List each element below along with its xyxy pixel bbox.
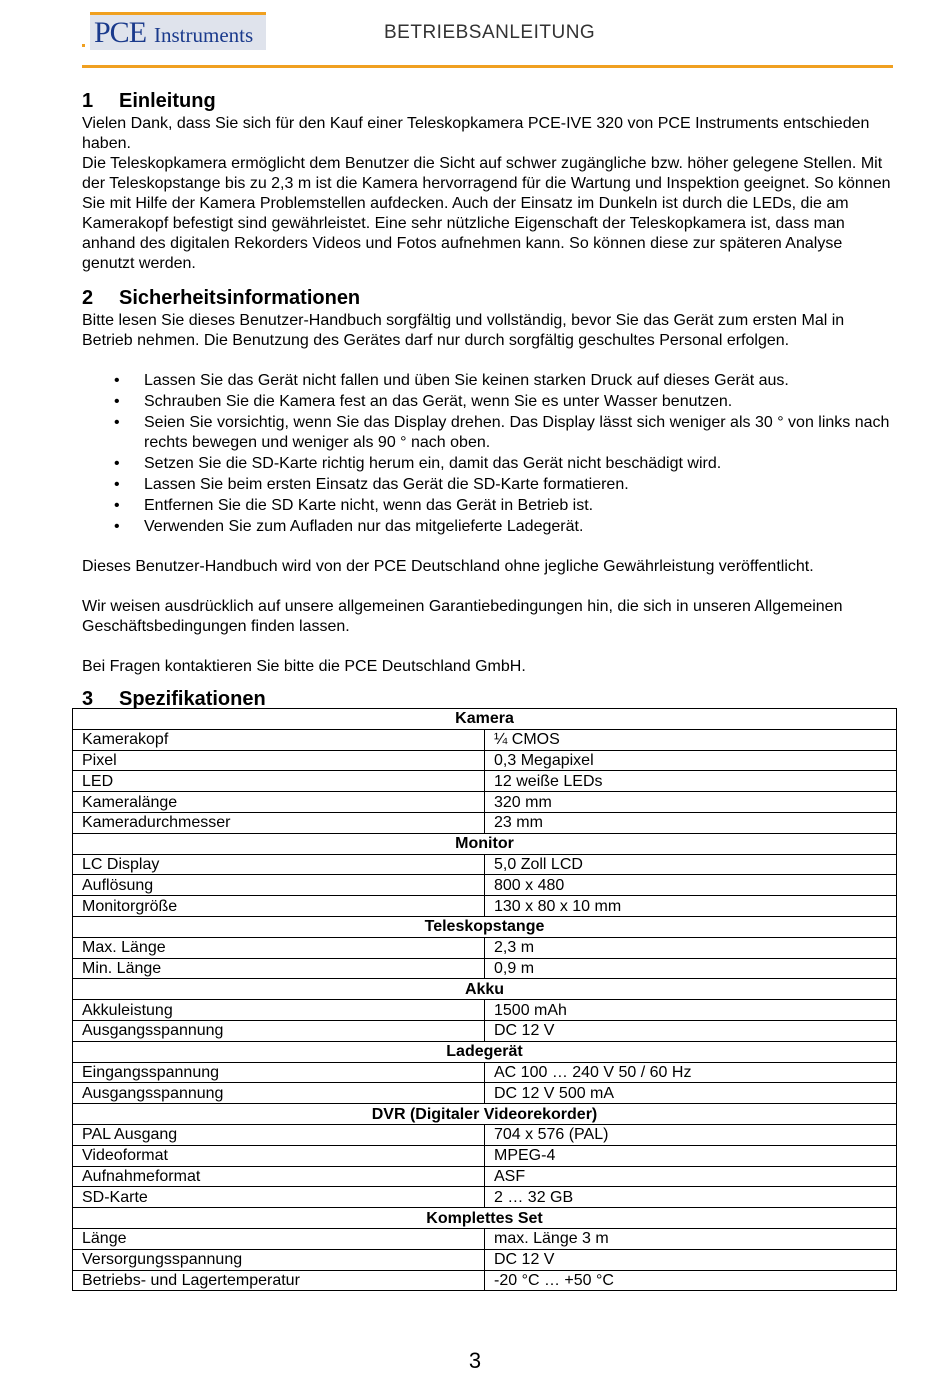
safety-intro: Bitte lesen Sie dieses Benutzer-Handbuch sorgfältig und vollständig, bevor Sie das Gerät zum ersten Mal in Betrieb nehmen. Die Benutzung des Gerätes darf nur durch sorgfältig geschultes Personal erfolgen. bbox=[82, 312, 845, 349]
table-section-row bbox=[73, 1104, 897, 1125]
page-number: 3 bbox=[468, 1348, 482, 1373]
table-row bbox=[73, 729, 897, 750]
table-row bbox=[73, 1124, 897, 1145]
spec-value-cell: MPEG-4 bbox=[485, 1145, 897, 1166]
spec-label-cell: Akkuleistung bbox=[73, 1000, 485, 1021]
document-title: BETRIEBSANLEITUNG bbox=[384, 22, 596, 43]
table-row bbox=[73, 1062, 897, 1083]
table-row bbox=[73, 1249, 897, 1270]
list-item: • Seien Sie vorsichtig, wenn Sie das Display drehen. Das Display lässt sich weniger als 30 ° von links nach rechts bewegen und weniger als 90 ° nach oben. bbox=[82, 413, 894, 455]
table-section-row bbox=[73, 979, 897, 1000]
spec-label-cell: Max. Länge bbox=[73, 937, 485, 958]
spec-value-cell: max. Länge 3 m bbox=[485, 1228, 897, 1249]
spec-label-cell: LC Display bbox=[73, 854, 485, 875]
table-row bbox=[73, 750, 897, 771]
table-row bbox=[73, 1083, 897, 1104]
table-section-row bbox=[73, 1041, 897, 1062]
table-row bbox=[73, 958, 897, 979]
spec-label-cell: Eingangsspannung bbox=[73, 1062, 485, 1083]
spec-value-cell: 2,3 m bbox=[485, 937, 897, 958]
table-section-header: Kamera bbox=[73, 709, 897, 730]
spec-label-cell: Monitorgröße bbox=[73, 896, 485, 917]
list-item: • Verwenden Sie zum Aufladen nur das mitgelieferte Ladegerät. bbox=[82, 517, 894, 538]
logo-pce-text: PCE bbox=[94, 16, 147, 49]
page-content bbox=[82, 88, 894, 712]
logo-instruments-text: Instruments bbox=[154, 23, 254, 47]
warranty-paragraph: Wir weisen ausdrücklich auf unsere allgemeinen Garantiebedingungen hin, die sich in unseren Allgemeinen Geschäftsbedingungen finden lassen. bbox=[82, 598, 843, 636]
table-row bbox=[73, 812, 897, 833]
table-section-header: Akku bbox=[73, 979, 897, 1000]
spec-label-cell: SD-Karte bbox=[73, 1187, 485, 1208]
spec-label-cell: Versorgungsspannung bbox=[73, 1249, 485, 1270]
table-row bbox=[73, 771, 897, 792]
spec-value-cell: 800 x 480 bbox=[485, 875, 897, 896]
spec-label-cell: Pixel bbox=[73, 750, 485, 771]
spec-value-cell: DC 12 V bbox=[485, 1249, 897, 1270]
pce-instruments-logo bbox=[90, 12, 266, 50]
logo-accent-dot bbox=[82, 44, 85, 47]
header-divider bbox=[82, 65, 893, 68]
spec-value-cell: AC 100 … 240 V 50 / 60 Hz bbox=[485, 1062, 897, 1083]
section-3-heading: 3 Spezifikationen bbox=[82, 688, 266, 711]
safety-bullet-list bbox=[82, 371, 894, 537]
spec-label-cell: Kameralänge bbox=[73, 792, 485, 813]
table-section-header: Teleskopstange bbox=[73, 916, 897, 937]
section-1-heading: 1 Einleitung bbox=[82, 90, 216, 112]
spec-label-cell: Min. Länge bbox=[73, 958, 485, 979]
spec-value-cell: DC 12 V 500 mA bbox=[485, 1083, 897, 1104]
spec-value-cell: 130 x 80 x 10 mm bbox=[485, 896, 897, 917]
list-item: • Schrauben Sie die Kamera fest an das Gerät, wenn Sie es unter Wasser benutzen. bbox=[82, 392, 894, 413]
intro-paragraph-2: Die Teleskopkamera ermöglicht dem Benutzer die Sicht auf schwer zugängliche bzw. höher gelegene Stellen. Mit der Teleskopstange bis zu 2,3 m ist die Kamera hervorragend für die Wartung und Inspektion geeignet. So können Sie mit Hilfe der Kamera Problemstellen aufdecken. Auch der Einsatz im Dunkeln ist durch die LEDs, die am Kamerakopf befestigt sind gewährleistet. Eine sehr nützliche Eigenschaft der Teleskopkamera ist, dass man anhand des digitalen Rekorders Videos und Fotos aufnehmen kann. So können diese zur späteren Analyse genutzt werden. bbox=[82, 155, 891, 272]
table-row bbox=[73, 875, 897, 896]
table-section-row bbox=[73, 916, 897, 937]
table-section-header: Monitor bbox=[73, 833, 897, 854]
table-row bbox=[73, 1166, 897, 1187]
spec-value-cell: 2 … 32 GB bbox=[485, 1187, 897, 1208]
spec-value-cell: ASF bbox=[485, 1166, 897, 1187]
table-row bbox=[73, 1145, 897, 1166]
list-item: • Lassen Sie beim ersten Einsatz das Gerät die SD-Karte formatieren. bbox=[82, 475, 894, 496]
contact-paragraph: Bei Fragen kontaktieren Sie bitte die PCE Deutschland GmbH. bbox=[82, 658, 526, 676]
spec-label-cell: Ausgangsspannung bbox=[73, 1083, 485, 1104]
table-row bbox=[73, 1187, 897, 1208]
section-2-heading: 2 Sicherheitsinformationen bbox=[82, 287, 361, 309]
spec-label-cell: Aufnahmeformat bbox=[73, 1166, 485, 1187]
list-item: • Lassen Sie das Gerät nicht fallen und üben Sie keinen starken Druck auf dieses Gerät aus. bbox=[82, 371, 894, 392]
spec-value-cell: ¼ CMOS bbox=[485, 729, 897, 750]
table-section-header: DVR (Digitaler Videorekorder) bbox=[73, 1104, 897, 1125]
table-row bbox=[73, 937, 897, 958]
spec-label-cell: PAL Ausgang bbox=[73, 1124, 485, 1145]
table-section-header: Ladegerät bbox=[73, 1041, 897, 1062]
table-row bbox=[73, 854, 897, 875]
spec-value-cell: 1500 mAh bbox=[485, 1000, 897, 1021]
spec-value-cell: 0,3 Megapixel bbox=[485, 750, 897, 771]
table-row bbox=[73, 792, 897, 813]
page-header bbox=[0, 0, 950, 70]
spec-value-cell: 5,0 Zoll LCD bbox=[485, 854, 897, 875]
spec-label-cell: Kameradurchmesser bbox=[73, 812, 485, 833]
spec-value-cell: 12 weiße LEDs bbox=[485, 771, 897, 792]
specifications-table bbox=[72, 708, 897, 1291]
spec-label-cell: LED bbox=[73, 771, 485, 792]
spec-value-cell: -20 °C … +50 °C bbox=[485, 1270, 897, 1291]
table-section-row bbox=[73, 833, 897, 854]
disclaimer-paragraph: Dieses Benutzer-Handbuch wird von der PCE Deutschland ohne jegliche Gewährleistung veröffentlicht. bbox=[82, 558, 814, 576]
table-section-header: Komplettes Set bbox=[73, 1208, 897, 1229]
spec-value-cell: DC 12 V bbox=[485, 1020, 897, 1041]
table-section-row bbox=[73, 709, 897, 730]
table-section-row bbox=[73, 1208, 897, 1229]
spec-value-cell: 0,9 m bbox=[485, 958, 897, 979]
spec-label-cell: Betriebs- und Lagertemperatur bbox=[73, 1270, 485, 1291]
table-row bbox=[73, 1020, 897, 1041]
spec-label-cell: Auflösung bbox=[73, 875, 485, 896]
list-item: • Entfernen Sie die SD Karte nicht, wenn das Gerät in Betrieb ist. bbox=[82, 496, 894, 517]
spec-label-cell: Länge bbox=[73, 1228, 485, 1249]
table-row bbox=[73, 1270, 897, 1291]
table-row bbox=[73, 1228, 897, 1249]
spec-value-cell: 320 mm bbox=[485, 792, 897, 813]
spec-label-cell: Ausgangsspannung bbox=[73, 1020, 485, 1041]
spec-label-cell: Videoformat bbox=[73, 1145, 485, 1166]
table-row bbox=[73, 896, 897, 917]
spec-value-cell: 23 mm bbox=[485, 812, 897, 833]
intro-paragraph-1: Vielen Dank, dass Sie sich für den Kauf einer Teleskopkamera PCE-IVE 320 von PCE Instruments entschieden haben. bbox=[82, 115, 870, 152]
spec-label-cell: Kamerakopf bbox=[73, 729, 485, 750]
list-item: • Setzen Sie die SD-Karte richtig herum ein, damit das Gerät nicht beschädigt wird. bbox=[82, 454, 894, 475]
spec-value-cell: 704 x 576 (PAL) bbox=[485, 1124, 897, 1145]
table-row bbox=[73, 1000, 897, 1021]
